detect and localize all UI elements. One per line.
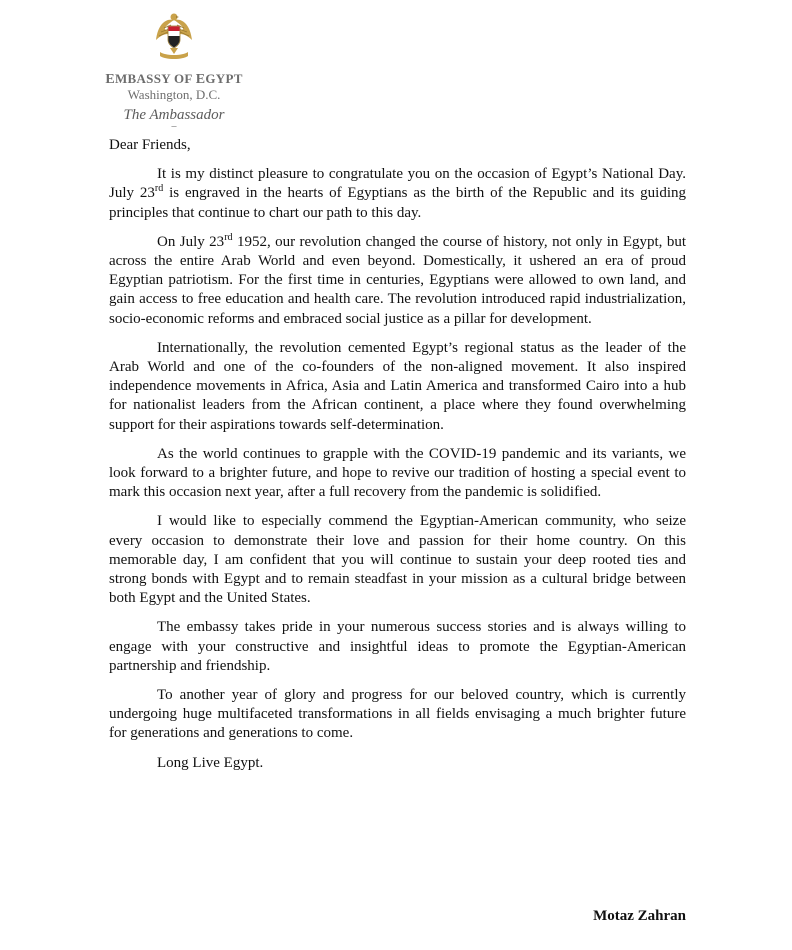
paragraph-embassy-pride: The embassy takes pride in your numerous success stories and is always willing to engage with your constructive and insightful ideas to promote the Egyptian-American partnership and friendship.	[109, 619, 686, 674]
letterhead	[96, 10, 252, 132]
signature-name: Motaz Zahran	[593, 908, 686, 924]
paragraph-another-year: To another year of glory and progress for our beloved country, which is currently undergoing huge multifaceted transformations in all fields envisaging a much brighter future for generations and generations to come.	[109, 687, 686, 742]
embassy-name: EMBASSY OF EGYPT	[105, 71, 243, 87]
ambassador-title: The Ambassador	[123, 107, 225, 123]
letterhead-divider: –	[171, 121, 177, 132]
paragraph-community: I would like to especially commend the Egyptian-American community, who seize every occasion to demonstrate their love and passion for their home country. On this memorable day, I am confident that you will continue to sustain your deep rooted ties and strong bonds with Egypt and to remain steadfast in your mission as a cultural bridge between both Egypt and the United States.	[109, 513, 686, 607]
egyptian-eagle-crest-icon	[152, 10, 196, 60]
embassy-city: Washington, D.C.	[127, 87, 221, 102]
paragraph-internationally: Internationally, the revolution cemented Egypt’s regional status as the leader of the Arab World and one of the co-founders of the non-aligned movement. It also inspired independence movements in Africa, Asia and Latin America and transformed Cairo into a hub for nationalist leaders from the African continent, a place where they found overwhelming support for their aspirations towards self-determination.	[109, 339, 686, 433]
closing-line: Long Live Egypt.	[157, 754, 264, 771]
letter-body	[109, 136, 686, 773]
salutation: Dear Friends,	[109, 137, 191, 153]
paragraph-revolution: On July 23rd 1952, our revolution changed the course of history, not only in Egypt, but across the entire Arab World and even beyond. Domestically, it ushered an era of proud Egyptian patriotism. For the first time in centuries, Egyptians were allowed to own land, and gain access to free education and health care. The revolution introduced rapid industrialization, socio-economic reforms and embraced social justice as a pillar for development.	[109, 231, 686, 327]
paragraph-covid: As the world continues to grapple with the COVID-19 pandemic and its variants, we look forward to a brighter future, and hope to revive our tradition of hosting a special event to mark this occasion next year, after a full recovery from the pandemic is solidified.	[109, 445, 686, 501]
paragraph-national-day: It is my distinct pleasure to congratulate you on the occasion of Egypt’s National Day. July 23rd is engraved in the hearts of Egyptians as the birth of the Republic and its guiding principles that continue to chart our path to this day.	[109, 166, 686, 221]
